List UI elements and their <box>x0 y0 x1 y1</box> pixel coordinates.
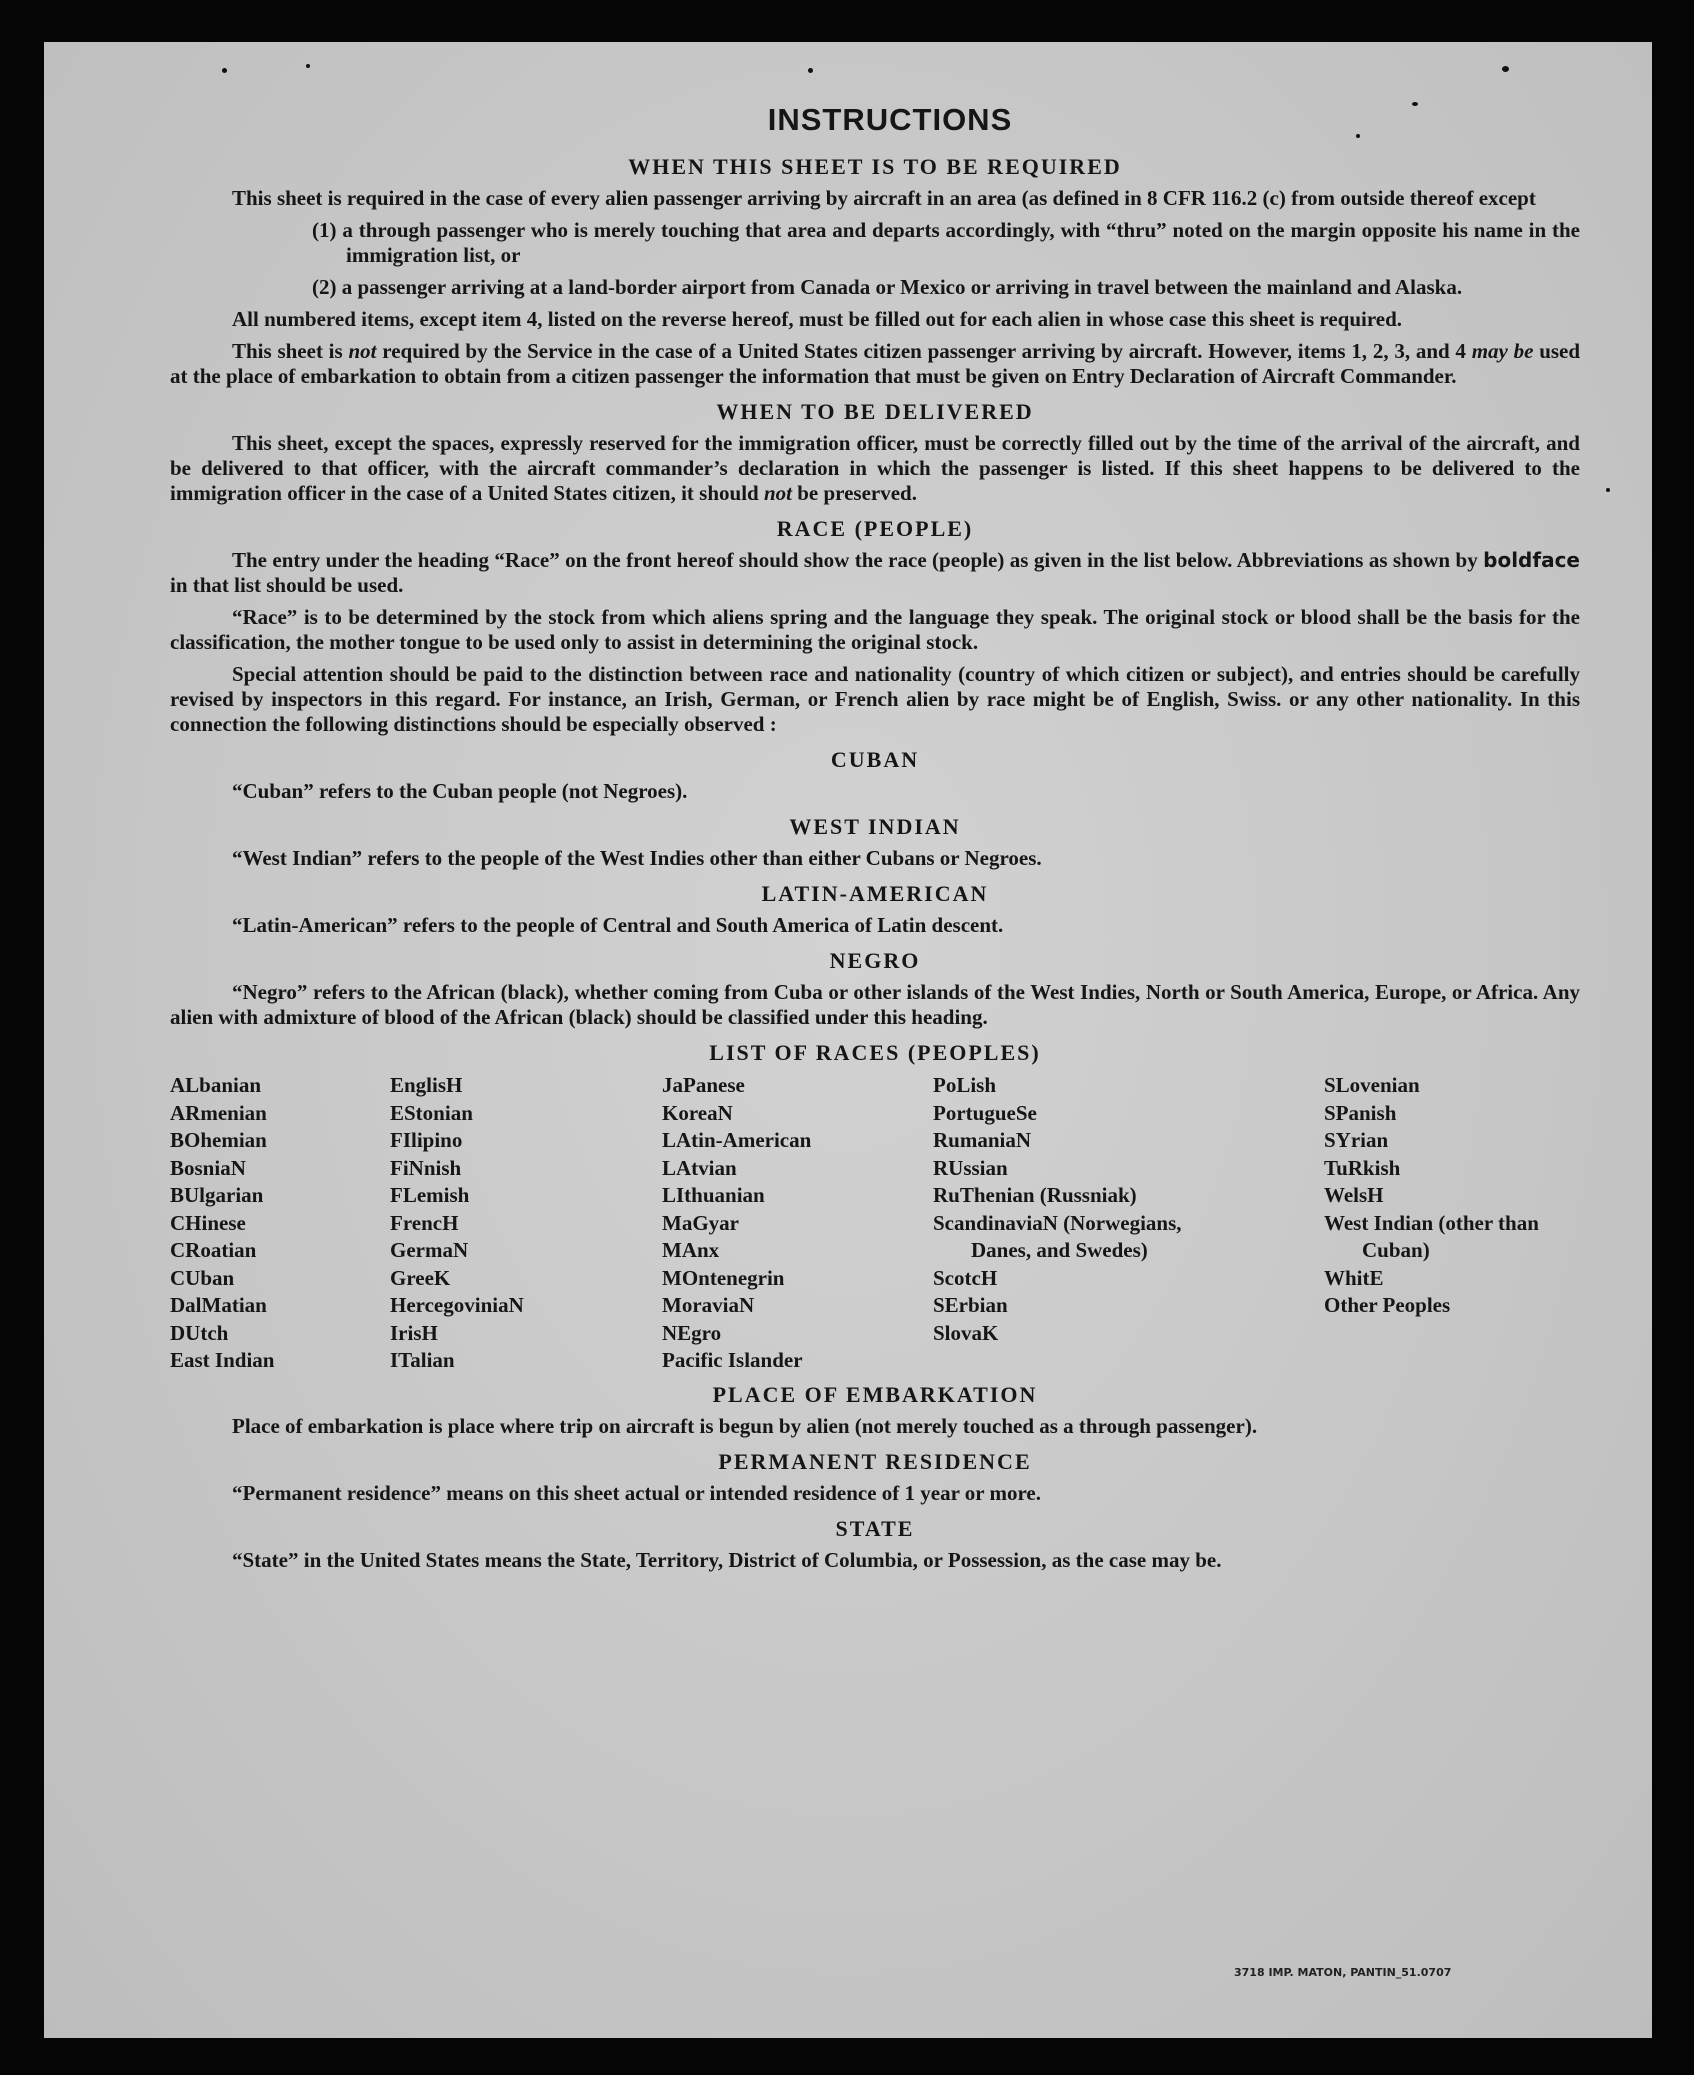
document-content <box>170 102 1580 1580</box>
race-item: BUlgarian <box>170 1183 264 1207</box>
heading-race: RACE (PEOPLE) <box>776 516 974 541</box>
scan-speck <box>1502 66 1509 72</box>
heading-west-indian: WEST INDIAN <box>789 814 961 839</box>
race-item: SYrian <box>1324 1128 1389 1152</box>
negro-text: “Negro” refers to the African (black), whether coming from Cuba or other islands of the West Indies, North or South America, Europe, or Africa. Any alien with admixture of blood of the African (black) should be classified under this heading. <box>170 980 1580 1029</box>
scan-speck <box>306 64 310 68</box>
race-item: MAnx <box>662 1238 720 1262</box>
citizen-text-1: This sheet is <box>232 339 343 363</box>
race-item: ITalian <box>390 1348 455 1372</box>
west-indian-text: “West Indian” refers to the people of the West Indies other than either Cubans or Negroes. <box>232 846 1042 870</box>
race-item: FiNnish <box>390 1155 462 1180</box>
race-item: ScandinaviaN (Norwegians, Danes, and Swedes) <box>933 1210 1182 1262</box>
race-item: CUban <box>170 1265 235 1290</box>
embarkation-text: Place of embarkation is place where trip on aircraft is begun by alien (not merely touched as a through passenger). <box>232 1414 1258 1438</box>
race-item: SlovaK <box>933 1320 999 1345</box>
race-p1-text-1: The entry under the heading “Race” on the front hereof should show the race (people) as given in the list below. Abbreviations as shown by <box>232 548 1478 572</box>
state-text: “State” in the United States means the State, Territory, District of Columbia, or Possession, as the case may be. <box>232 1548 1222 1572</box>
race-item: PortugueSe <box>933 1100 1037 1125</box>
numbered-items-text: All numbered items, except item 4, listed on the reverse hereof, must be filled out for each alien in whose case this sheet is required. <box>232 307 1403 331</box>
race-item: EnglisH <box>390 1073 463 1097</box>
delivered-text-1: This sheet, except the spaces, expressly reserved for the immigration officer, must be correctly filled out by the time of the arrival of the aircraft, and be delivered to that officer, with the aircraft commander’s declaration in which the passenger is listed. If this sheet happens to be delivered to the immigration officer in the case of a United States citizen, it should <box>170 431 1580 505</box>
race-item: LAtvian <box>662 1155 737 1180</box>
race-item: RuThenian (Russniak) <box>933 1183 1137 1207</box>
race-item: FLemish <box>390 1183 470 1207</box>
page-title: INSTRUCTIONS <box>767 102 1013 137</box>
race-item: BosniaN <box>170 1155 246 1180</box>
document-sheet <box>44 42 1652 2038</box>
race-item: MaGyar <box>662 1210 739 1235</box>
citizen-maybe: may be <box>1471 339 1534 363</box>
race-item: DUtch <box>170 1320 229 1345</box>
race-item: ALbanian <box>170 1073 262 1097</box>
race-item: SLovenian <box>1324 1073 1420 1097</box>
race-item: PoLish <box>933 1073 997 1097</box>
race-p1-boldface: boldface <box>1483 548 1580 572</box>
heading-negro: NEGRO <box>829 948 921 973</box>
race-item: GreeK <box>390 1265 451 1290</box>
race-item: Other Peoples <box>1324 1293 1451 1317</box>
race-item: ARmenian <box>170 1100 267 1125</box>
heading-state: STATE <box>835 1516 915 1541</box>
race-paragraph-3: Special attention should be paid to the distinction between race and nationality (country of which citizen or subject), and entries should be carefully revised by inspectors in this regard. For instance, an Irish, German, or French alien by race might be of English, Swiss. or any other nationality. In this connection the following distinctions should be especially observed : <box>170 662 1580 736</box>
races-column-5 <box>1324 1072 1574 1320</box>
exception-1: (1) a through passenger who is merely touching that area and departs accordingly, with “thru” noted on the margin opposite his name in the immigration list, or <box>312 218 1580 267</box>
citizen-text-3: used at the place of embarkation to obtain from a citizen passenger the information that must be given on Entry Declaration of Aircraft Commander. <box>170 339 1581 388</box>
race-item: FrencH <box>390 1210 459 1235</box>
race-item: LIthuanian <box>662 1183 765 1207</box>
race-item: FIlipino <box>390 1128 463 1152</box>
heading-cuban: CUBAN <box>830 747 920 772</box>
cuban-text: “Cuban” refers to the Cuban people (not Negroes). <box>232 779 688 803</box>
race-item: LAtin-American <box>662 1128 812 1152</box>
scan-speck <box>222 68 227 73</box>
race-item: MOntenegrin <box>662 1265 785 1290</box>
required-intro: This sheet is required in the case of every alien passenger arriving by aircraft in an area (as defined in 8 CFR 116.2 (c) from outside thereof except <box>232 186 1536 210</box>
races-column-1 <box>170 1072 380 1375</box>
race-item: RUssian <box>933 1155 1008 1180</box>
printer-imprint: 3718 IMP. MATON, PANTIN_51.0707 <box>1234 1966 1452 1979</box>
citizen-text-2: required by the Service in the case of a United States citizen passenger arriving by aircraft. However, items 1, 2, 3, and 4 <box>382 339 1466 363</box>
race-p1-text-2: in that list should be used. <box>170 573 404 597</box>
race-item: WelsH <box>1324 1183 1384 1207</box>
scan-speck <box>1356 134 1360 138</box>
race-item: ScotcH <box>933 1265 998 1290</box>
scan-speck <box>1606 488 1610 492</box>
race-item: RumaniaN <box>933 1128 1032 1152</box>
race-item: NEgro <box>662 1320 722 1345</box>
race-item: EStonian <box>390 1100 473 1125</box>
race-item: Pacific Islander <box>662 1348 803 1372</box>
heading-permanent-residence: PERMANENT RESIDENCE <box>718 1449 1032 1474</box>
exception-2: (2) a passenger arriving at a land-border airport from Canada or Mexico or arriving in travel between the mainland and Alaska. <box>312 275 1463 299</box>
latin-american-text: “Latin-American” refers to the people of Central and South America of Latin descent. <box>232 913 1004 937</box>
race-item: West Indian (other than Cuban) <box>1324 1210 1539 1262</box>
race-item: GermaN <box>390 1238 469 1262</box>
delivered-not: not <box>763 481 792 505</box>
race-item: WhitE <box>1324 1265 1384 1290</box>
scan-speck <box>1412 102 1418 106</box>
race-item: HercegoviniaN <box>390 1293 524 1317</box>
heading-when-delivered: WHEN TO BE DELIVERED <box>716 399 1034 424</box>
race-item: KoreaN <box>662 1100 733 1125</box>
race-item: SErbian <box>933 1293 1008 1317</box>
heading-latin-american: LATIN-AMERICAN <box>761 881 989 906</box>
race-item: IrisH <box>390 1320 438 1345</box>
race-item: TuRkish <box>1324 1155 1401 1180</box>
heading-when-required: WHEN THIS SHEET IS TO BE REQUIRED <box>628 154 1122 179</box>
race-item: SPanish <box>1324 1100 1397 1125</box>
delivered-paragraph <box>170 431 1580 506</box>
delivered-text-2: be preserved. <box>797 481 917 505</box>
race-item: BOhemian <box>170 1128 267 1152</box>
race-item: CHinese <box>170 1210 246 1235</box>
races-list <box>170 1072 1580 1372</box>
residence-text: “Permanent residence” means on this sheet actual or intended residence of 1 year or more. <box>232 1481 1041 1505</box>
race-item: East Indian <box>170 1348 275 1372</box>
races-column-3 <box>662 1072 912 1375</box>
race-item: MoraviaN <box>662 1293 755 1317</box>
race-item: JaPanese <box>662 1073 745 1097</box>
race-paragraph-2: “Race” is to be determined by the stock from which aliens spring and the language they speak. The original stock or blood shall be the basis for the classification, the mother tongue to be used only to assist in determining the original stock. <box>170 605 1580 654</box>
race-item: DalMatian <box>170 1293 267 1317</box>
races-column-2 <box>390 1072 620 1375</box>
heading-list-of-races: LIST OF RACES (PEOPLES) <box>709 1040 1041 1065</box>
race-item: CRoatian <box>170 1238 257 1262</box>
scan-speck <box>808 68 813 73</box>
citizen-not: not <box>348 339 377 363</box>
race-paragraph-1 <box>170 548 1580 598</box>
heading-embarkation: PLACE OF EMBARKATION <box>712 1382 1038 1407</box>
citizen-paragraph <box>170 339 1580 389</box>
races-column-4 <box>933 1072 1223 1347</box>
